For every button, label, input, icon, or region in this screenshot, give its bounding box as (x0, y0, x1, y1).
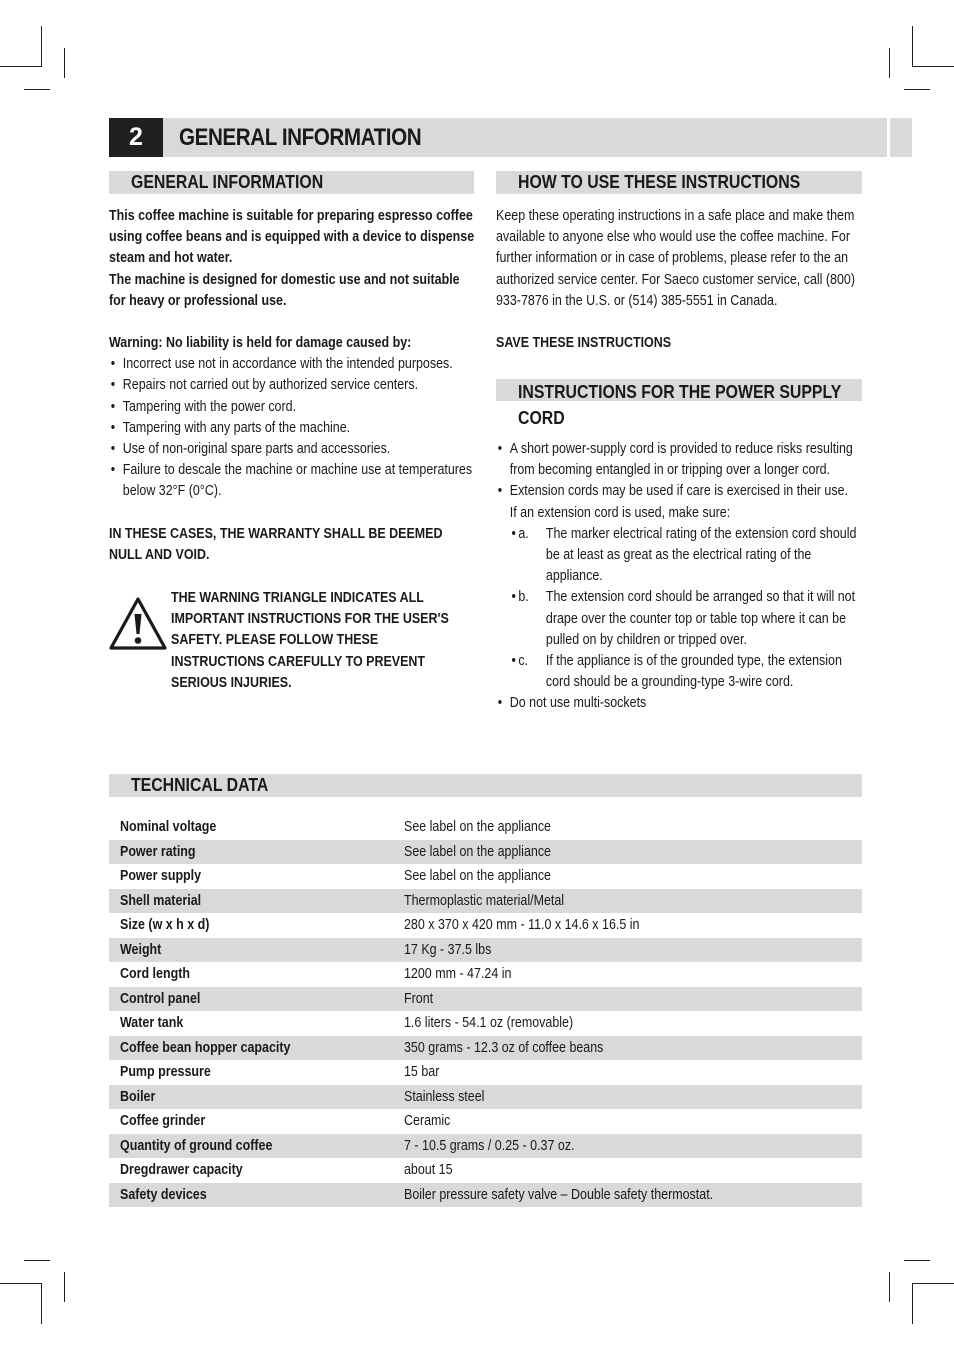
table-row (109, 889, 862, 914)
warning-heading: Warning: No liability is held for damage caused by: (109, 335, 412, 352)
section-heading: GENERAL INFORMATION (131, 172, 324, 192)
table-row (109, 1060, 862, 1085)
left-column (109, 206, 534, 566)
list-item: • Tampering with any parts of the machine. (109, 418, 475, 439)
howto-text: Keep these operating instructions in a safe place and make them available to anyone else who would use the coffee machine. For further information or in case of problems, please refer to the an authorized service center. For Saeco customer service, call (800) 933-7876 in the U.S. or (514) 385-5551 in Canada. (496, 208, 856, 309)
intro-paragraph: The machine is designed for domestic use and not suitable for heavy or professional use. (109, 271, 460, 309)
table-row (109, 1011, 862, 1036)
row-key: Control panel (120, 990, 201, 1007)
row-key: Water tank (120, 1015, 184, 1031)
warranty-note: IN THESE CASES, THE WARRANTY SHALL BE DEEMED NULL AND VOID. (109, 525, 443, 563)
warning-list (109, 354, 475, 502)
row-value: about 15 (404, 1162, 453, 1178)
sub-list-item (510, 587, 862, 651)
list-item: • Failure to descale the machine or machine use at temperatures below 32°F (0°C). (109, 460, 475, 502)
list-item: • Do not use multi-sockets (496, 693, 862, 714)
row-key: Cord length (120, 966, 190, 982)
row-key: Dregdrawer capacity (120, 1162, 243, 1178)
row-key: Power rating (120, 843, 196, 860)
row-value: Ceramic (404, 1113, 451, 1129)
intro-paragraph: This coffee machine is suitable for preparing espresso coffee using coffee beans and is equipped with a device to dispense steam and hot water. (109, 208, 475, 267)
table-row (109, 1134, 862, 1159)
row-value: 1200 mm - 47.24 in (404, 966, 512, 982)
row-value: Boiler pressure safety valve – Double safety thermostat. (404, 1186, 714, 1203)
section-heading: TECHNICAL DATA (131, 775, 269, 795)
section-heading: INSTRUCTIONS FOR THE POWER SUPPLY CORD (518, 382, 842, 428)
row-key: Pump pressure (120, 1064, 211, 1080)
list-item: • A short power-supply cord is provided to reduce risks resulting from becoming entangled in or tripping over a longer cord. (496, 439, 862, 481)
table-row (109, 1183, 862, 1208)
row-key: Safety devices (120, 1186, 207, 1203)
list-item: • Tampering with the power cord. (109, 397, 475, 418)
row-value: See label on the appliance (404, 819, 551, 835)
table-row (109, 864, 862, 889)
table-row (109, 987, 862, 1012)
triangle-note: THE WARNING TRIANGLE INDICATES ALL IMPORTANT INSTRUCTIONS FOR THE USER'S SAFETY. PLEASE FOLLOW THESE INSTRUCTIONS CAREFULLY TO PREVENT SERIOUS INJURIES. (171, 590, 449, 691)
table-row (109, 913, 862, 938)
row-value: See label on the appliance (404, 843, 551, 860)
banner-divider (887, 118, 890, 157)
howto-heading-bar (496, 171, 862, 194)
sub-marker: • b. (518, 589, 529, 606)
list-item: • Use of non-original spare parts and accessories. (109, 439, 475, 460)
row-value: Thermoplastic material/Metal (404, 892, 565, 909)
table-row (109, 938, 862, 963)
row-key: Coffee grinder (120, 1113, 206, 1129)
sub-text: If the appliance is of the grounded type, the extension cord should be a grounding-type 3-wire cord. (545, 653, 842, 691)
row-key: Quantity of ground coffee (120, 1137, 273, 1154)
row-key: Coffee bean hopper capacity (120, 1039, 291, 1056)
howto-block (496, 206, 921, 354)
warning-triangle-icon (108, 596, 168, 652)
power-list (496, 439, 862, 715)
chapter-number: 2 (109, 118, 163, 157)
table-row (109, 1158, 862, 1183)
tech-heading-bar (109, 774, 862, 797)
triangle-note-block (171, 588, 511, 694)
sub-list (510, 524, 862, 694)
row-key: Weight (120, 941, 162, 958)
chapter-title: GENERAL INFORMATION (179, 124, 422, 151)
table-row (109, 1036, 862, 1061)
row-value: 350 grams - 12.3 oz of coffee beans (404, 1039, 604, 1056)
list-item: • Repairs not carried out by authorized service centers. (109, 375, 475, 396)
sub-marker: • c. (518, 653, 529, 670)
section-heading: HOW TO USE THESE INSTRUCTIONS (518, 172, 801, 192)
row-value: Stainless steel (404, 1088, 485, 1105)
chapter-banner (109, 118, 912, 157)
table-row (109, 815, 862, 840)
row-key: Shell material (120, 892, 202, 909)
row-value: Front (404, 990, 434, 1007)
row-value: 280 x 370 x 420 mm - 11.0 x 14.6 x 16.5 in (404, 917, 640, 933)
row-key: Nominal voltage (120, 819, 217, 835)
row-key: Size (w x h x d) (120, 917, 210, 933)
table-row (109, 840, 862, 865)
general-info-heading-bar (109, 171, 474, 194)
sub-marker: • a. (518, 525, 529, 542)
list-item-subtext: If an extension cord is used, make sure: (509, 504, 731, 521)
row-value: 7 - 10.5 grams / 0.25 - 0.37 oz. (404, 1137, 575, 1154)
power-cord-block (496, 439, 921, 715)
table-row (109, 1085, 862, 1110)
list-item: • Incorrect use not in accordance with the intended purposes. (109, 354, 475, 375)
row-value: See label on the appliance (404, 868, 551, 884)
row-value: 1.6 liters - 54.1 oz (removable) (404, 1015, 574, 1031)
row-key: Boiler (120, 1088, 156, 1105)
table-row (109, 1109, 862, 1134)
row-value: 15 bar (404, 1064, 440, 1080)
sub-text: The marker electrical rating of the extension cord should be at least as great as the electrical rating of the appliance. (545, 525, 857, 585)
power-heading-bar (496, 379, 862, 428)
list-item (496, 481, 862, 693)
sub-list-item (510, 524, 862, 588)
row-value: 17 Kg - 37.5 lbs (404, 941, 492, 958)
row-key: Power supply (120, 868, 202, 884)
table-row (109, 962, 862, 987)
save-note: SAVE THESE INSTRUCTIONS (496, 335, 672, 352)
sub-list-item (510, 651, 862, 693)
sub-text: The extension cord should be arranged so that it will not drape over the counter top or table top where it can be pulled on by children or tripped over. (545, 589, 856, 648)
tech-table (109, 815, 862, 1207)
list-item-text: Extension cords may be used if care is exercised in their use. (509, 483, 849, 500)
